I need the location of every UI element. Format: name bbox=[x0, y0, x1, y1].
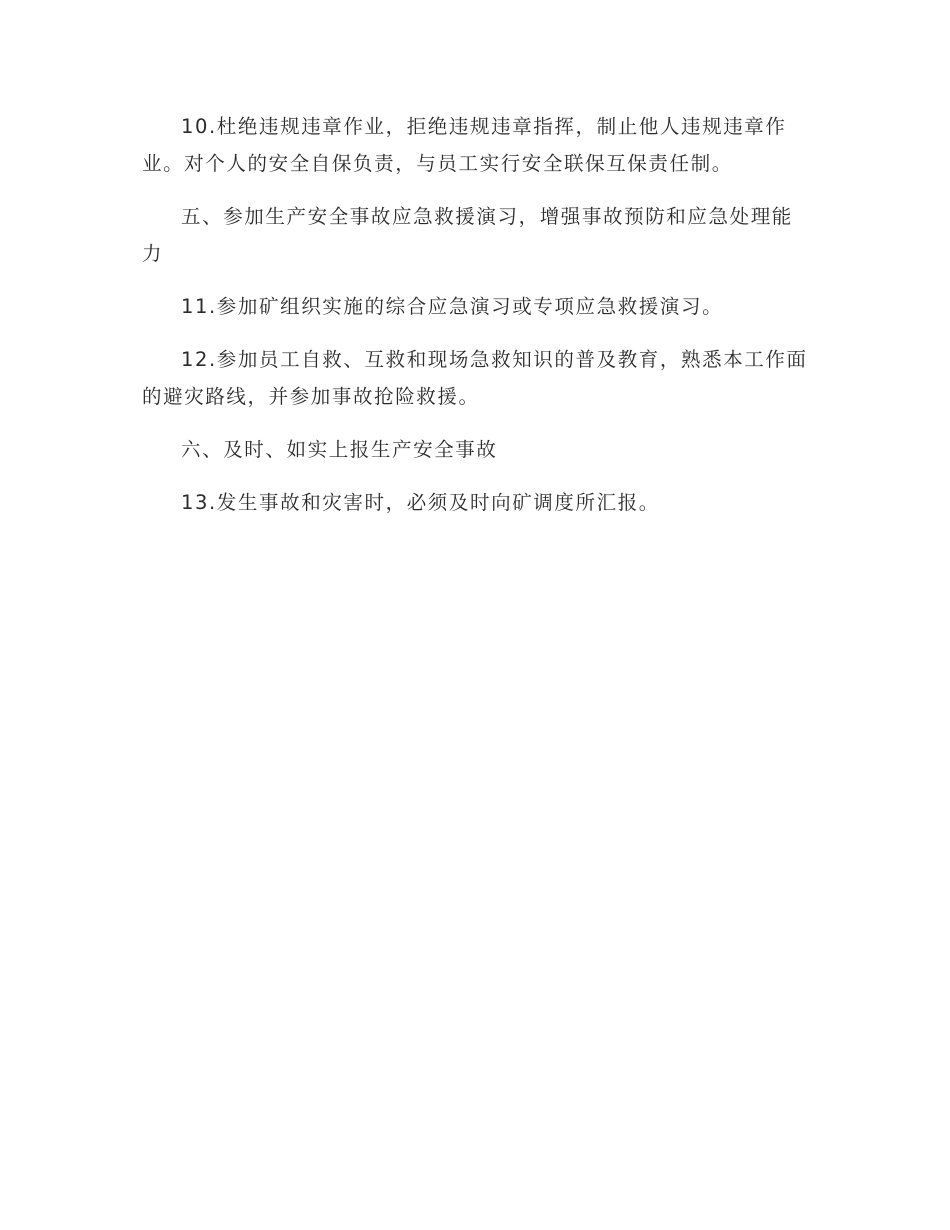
section-heading-5: 五、参加生产安全事故应急救援演习，增强事故预防和应急处理能力 bbox=[142, 205, 793, 265]
paragraph-item-10: 10.杜绝违规违章作业，拒绝违规违章指挥，制止他人违规违章作业。对个人的安全自保负责，与员工实行安全联保互保责任制。 bbox=[142, 115, 787, 175]
paragraph-item-13: 13.发生事故和灾害时，必须及时向矿调度所汇报。 bbox=[181, 491, 660, 514]
document-body bbox=[142, 108, 810, 537]
paragraph-item-11: 11.参加矿组织实施的综合应急演习或专项应急救援演习。 bbox=[181, 295, 724, 318]
paragraph-item-12: 12.参加员工自救、互救和现场急救知识的普及教育，熟悉本工作面的避灾路线，并参加事故抢险救援。 bbox=[142, 348, 808, 408]
section-heading-6: 六、及时、如实上报生产安全事故 bbox=[181, 438, 498, 461]
